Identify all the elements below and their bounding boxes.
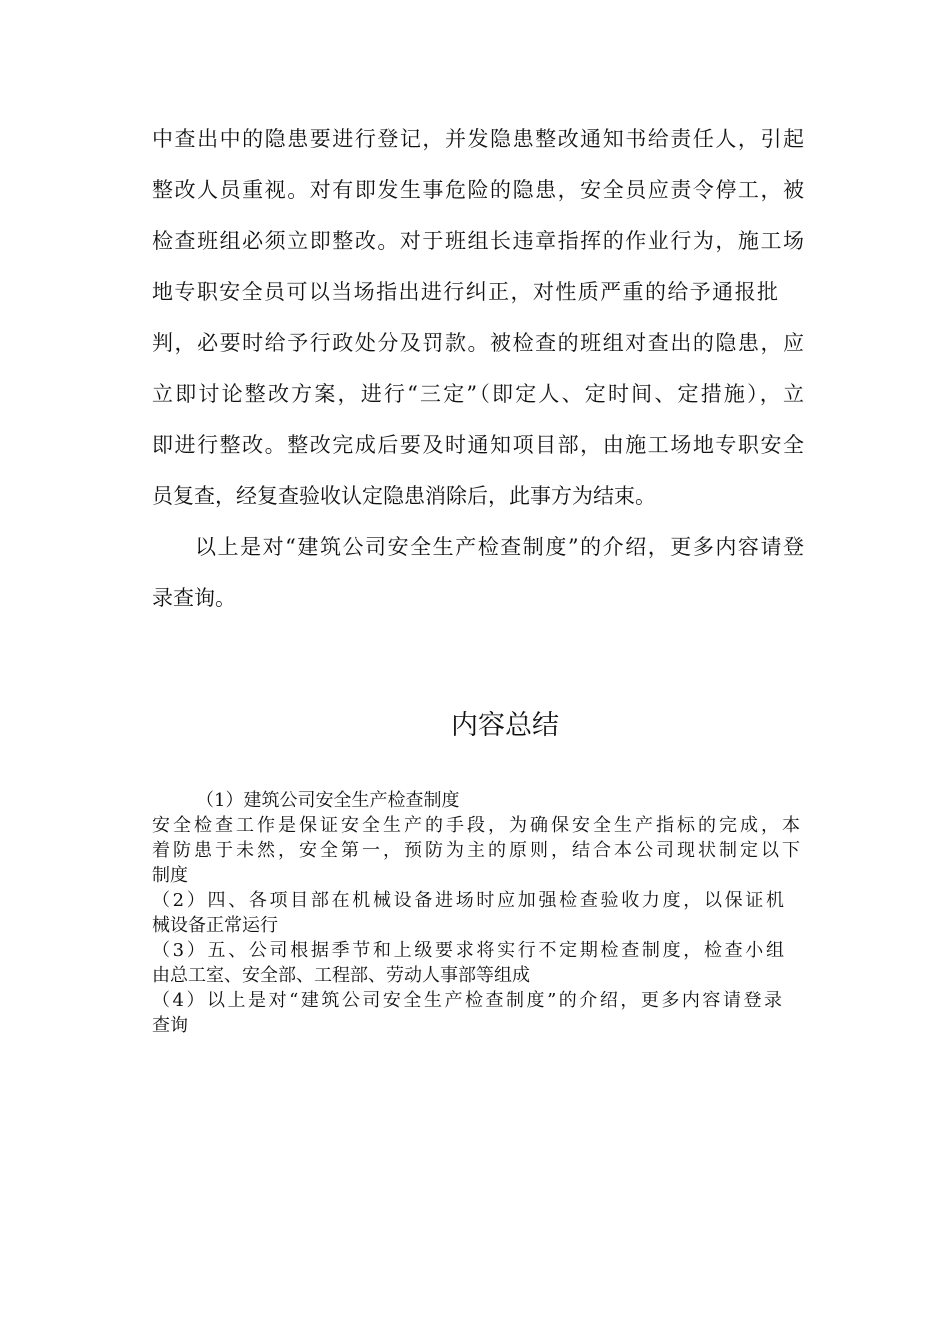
summary-line: 由总工室、安全部、工程部、劳动人事部等组成 <box>152 965 530 986</box>
text-line: 录查询。 <box>152 586 236 610</box>
body-text <box>152 114 804 624</box>
summary-line: （2）四、各项目部在机械设备进场时应加强检查验收力度，以保证机 <box>152 890 784 911</box>
paragraph-inspection-procedure <box>152 114 804 522</box>
text-line: 检查班组必须立即整改。对于班组长违章指挥的作业行为，施工场 <box>152 229 804 253</box>
summary-line: （1）建筑公司安全生产检查制度 <box>196 790 460 811</box>
summary-line: 查询 <box>152 1015 188 1036</box>
summary-line: 制度 <box>152 865 188 886</box>
text-line: 即进行整改。整改完成后要及时通知项目部，由施工场地专职安全 <box>152 433 804 457</box>
summary-line: 安全检查工作是保证安全生产的手段，为确保安全生产指标的完成，本 <box>152 815 800 836</box>
paragraph-closing-note <box>152 522 804 624</box>
text-line: 中查出中的隐患要进行登记，并发隐患整改通知书给责任人，引起 <box>152 127 804 151</box>
summary-line: 械设备正常运行 <box>152 915 278 936</box>
summary-title: 内容总结 <box>451 710 559 742</box>
text-line: 员复查，经复查验收认定隐患消除后，此事方为结束。 <box>152 484 656 508</box>
summary-line: （3）五、公司根据季节和上级要求将实行不定期检查制度，检查小组 <box>152 940 784 961</box>
text-line: 立即讨论整改方案，进行“三定”（即定人、定时间、定措施），立 <box>152 382 804 406</box>
text-line: 整改人员重视。对有即发生事危险的隐患，安全员应责令停工，被 <box>152 178 804 202</box>
summary-line: 着防患于未然，安全第一，预防为主的原则，结合本公司现状制定以下 <box>152 840 800 861</box>
summary-line: （4）以上是对“建筑公司安全生产检查制度”的介绍，更多内容请登录 <box>152 990 782 1011</box>
summary-section <box>152 788 800 1038</box>
text-line: 判，必要时给予行政处分及罚款。被检查的班组对查出的隐患，应 <box>152 331 804 355</box>
text-line: 以上是对“建筑公司安全生产检查制度”的介绍，更多内容请登 <box>195 535 804 559</box>
text-line: 地专职安全员可以当场指出进行纠正，对性质严重的给予通报批 <box>152 280 778 304</box>
